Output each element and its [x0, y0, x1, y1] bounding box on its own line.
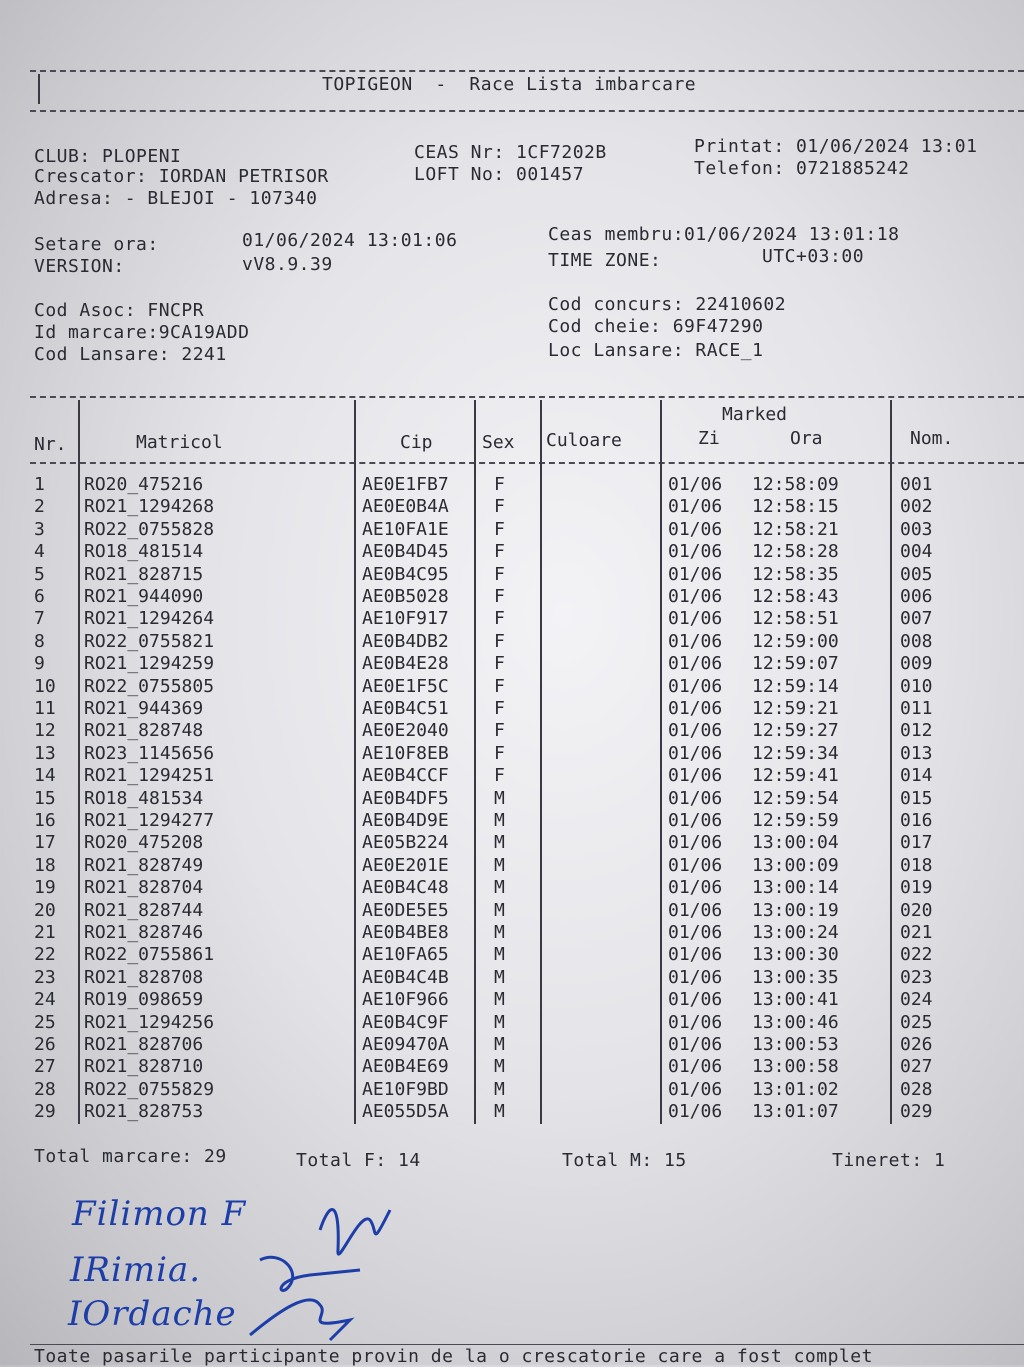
cell-cip: AE0B5028 — [362, 586, 449, 607]
cell-matricol: RO21_1294256 — [84, 1011, 215, 1033]
cell-matricol: RO21_828744 — [84, 899, 204, 921]
col-header-cip: Cip — [400, 432, 433, 453]
table-row — [0, 496, 1024, 518]
col-header-culoare: Culoare — [546, 430, 622, 451]
title-bottom-rule — [30, 110, 1024, 112]
cod-asoc-label: Cod Asoc: FNCPR — [34, 300, 205, 321]
table-top-rule — [30, 396, 1024, 398]
cell-cip: AE0E1FB7 — [362, 474, 449, 495]
cell-matricol: RO23_1145656 — [84, 742, 215, 764]
cell-cip: AE055D5A — [362, 1101, 449, 1123]
cell-nom: 020 — [900, 899, 933, 921]
cell-matricol: RO21_828706 — [84, 1034, 204, 1055]
cell-zi: 01/06 — [668, 630, 723, 652]
cell-nr: 15 — [34, 787, 56, 809]
table-row — [0, 855, 1024, 877]
cell-cip: AE0B4DF5 — [362, 787, 449, 809]
cell-matricol: RO21_1294251 — [84, 765, 215, 787]
table-row — [0, 698, 1024, 720]
cell-nom: 003 — [900, 518, 933, 540]
cell-sex: M — [494, 966, 505, 988]
cod-cheie-label: Cod cheie: 69F47290 — [548, 316, 764, 337]
cell-sex: M — [494, 944, 505, 966]
cell-matricol: RO21_944369 — [84, 698, 204, 719]
cell-cip: AE0DE5E5 — [362, 899, 449, 921]
setare-ora-label: Setare ora: — [34, 234, 159, 255]
table-row — [0, 653, 1024, 675]
cell-matricol: RO21_944090 — [84, 586, 204, 607]
table-row — [0, 1034, 1024, 1056]
cell-ora: 13:00:58 — [752, 1056, 839, 1078]
footer-note: Toate pasarile participante provin de la o crescatorie care a fost complet — [34, 1346, 873, 1367]
cell-sex: F — [494, 563, 505, 585]
cell-cip: AE0E0B4A — [362, 496, 449, 518]
cell-zi: 01/06 — [668, 810, 723, 831]
cell-sex: M — [494, 1101, 505, 1123]
printat-label: Printat: 01/06/2024 13:01 — [694, 136, 978, 157]
cell-cip: AE0E201E — [362, 854, 449, 876]
cell-nr: 8 — [34, 630, 45, 652]
cell-nr: 2 — [34, 496, 45, 518]
table-row — [0, 720, 1024, 742]
cell-nr: 4 — [34, 541, 45, 563]
cell-sex: M — [494, 922, 505, 943]
table-row — [0, 900, 1024, 922]
cell-nr: 21 — [34, 922, 56, 943]
cell-matricol: RO22_0755805 — [84, 675, 215, 697]
cell-ora: 12:58:09 — [752, 474, 839, 495]
cell-cip: AE10F8EB — [362, 742, 449, 764]
setare-ora-value: 01/06/2024 13:01:06 — [242, 230, 458, 251]
cell-zi: 01/06 — [668, 742, 723, 764]
cell-ora: 13:00:04 — [752, 832, 839, 854]
cell-nr: 14 — [34, 765, 56, 787]
cell-ora: 13:01:07 — [752, 1101, 839, 1123]
cell-nom: 010 — [900, 675, 933, 697]
version-label: VERSION: — [34, 256, 125, 277]
cell-cip: AE0B4D9E — [362, 810, 449, 831]
tineret: Tineret: 1 — [832, 1150, 946, 1171]
cell-nom: 026 — [900, 1034, 933, 1055]
cell-cip: AE0B4DB2 — [362, 630, 449, 652]
cell-matricol: RO18_481514 — [84, 541, 204, 563]
cell-nom: 017 — [900, 832, 933, 854]
col-header-sex: Sex — [482, 432, 515, 453]
col-header-matricol: Matricol — [136, 432, 223, 453]
ceas-nr-label: CEAS Nr: 1CF7202B — [414, 142, 607, 163]
cell-ora: 12:59:54 — [752, 787, 839, 809]
cell-sex: F — [494, 742, 505, 764]
cell-cip: AE0B4CCF — [362, 765, 449, 787]
cell-zi: 01/06 — [668, 720, 723, 742]
cell-matricol: RO20_475208 — [84, 832, 204, 854]
cell-nr: 24 — [34, 989, 56, 1011]
cell-zi: 01/06 — [668, 653, 723, 675]
cell-nom: 013 — [900, 742, 933, 764]
cell-nom: 009 — [900, 653, 933, 675]
cell-zi: 01/06 — [668, 877, 723, 899]
table-row — [0, 1101, 1024, 1123]
cell-cip: AE09470A — [362, 1034, 449, 1055]
cell-sex: F — [494, 765, 505, 787]
total-m: Total M: 15 — [562, 1150, 687, 1171]
cell-ora: 12:58:51 — [752, 608, 839, 630]
cell-ora: 12:59:07 — [752, 653, 839, 675]
loft-no-label: LOFT No: 001457 — [414, 164, 585, 185]
signature-scribbles — [220, 1190, 620, 1360]
cell-matricol: RO21_828708 — [84, 966, 204, 988]
cell-ora: 13:00:46 — [752, 1011, 839, 1033]
cell-matricol: RO21_828704 — [84, 877, 204, 899]
cell-nom: 019 — [900, 877, 933, 899]
cell-cip: AE0B4C51 — [362, 698, 449, 719]
cell-nom: 016 — [900, 810, 933, 831]
cell-nom: 001 — [900, 474, 933, 495]
cell-nom: 002 — [900, 496, 933, 518]
cell-matricol: RO21_828746 — [84, 922, 204, 943]
time-zone-label: TIME ZONE: — [548, 250, 662, 271]
cell-ora: 13:00:53 — [752, 1034, 839, 1055]
cell-cip: AE0B4C4B — [362, 966, 449, 988]
cell-ora: 12:58:35 — [752, 563, 839, 585]
cell-zi: 01/06 — [668, 563, 723, 585]
title-top-rule — [30, 70, 1024, 72]
cell-sex: F — [494, 720, 505, 742]
cell-sex: F — [494, 541, 505, 563]
table-row — [0, 519, 1024, 541]
version-value: vV8.9.39 — [242, 254, 333, 275]
cell-ora: 12:59:59 — [752, 810, 839, 831]
club-label: CLUB: PLOPENI — [34, 146, 182, 167]
table-row — [0, 765, 1024, 787]
table-row — [0, 944, 1024, 966]
cell-cip: AE0B4BE8 — [362, 922, 449, 943]
cell-sex: F — [494, 630, 505, 652]
cell-sex: F — [494, 586, 505, 607]
cell-cip: AE05B224 — [362, 832, 449, 854]
cell-nr: 9 — [34, 653, 45, 675]
col-header-nom: Nom. — [910, 428, 954, 449]
cell-zi: 01/06 — [668, 496, 723, 518]
cell-ora: 13:01:02 — [752, 1078, 839, 1100]
cell-matricol: RO21_828715 — [84, 563, 204, 585]
cell-zi: 01/06 — [668, 854, 723, 876]
cell-nr: 27 — [34, 1056, 56, 1078]
cell-ora: 12:58:43 — [752, 586, 839, 607]
cell-nr: 29 — [34, 1101, 56, 1123]
cell-ora: 13:00:19 — [752, 899, 839, 921]
total-f: Total F: 14 — [296, 1150, 421, 1171]
col-header-nr: Nr. — [34, 434, 67, 455]
cell-matricol: RO21_1294268 — [84, 496, 215, 518]
cell-matricol: RO21_828753 — [84, 1101, 204, 1123]
cell-zi: 01/06 — [668, 518, 723, 540]
cell-matricol: RO21_1294264 — [84, 608, 215, 630]
cell-matricol: RO21_828749 — [84, 854, 204, 876]
cell-nr: 16 — [34, 810, 56, 831]
cell-ora: 12:59:34 — [752, 742, 839, 764]
cell-nom: 029 — [900, 1101, 933, 1123]
cell-cip: AE0B4C95 — [362, 563, 449, 585]
cell-nr: 12 — [34, 720, 56, 742]
table-row — [0, 810, 1024, 832]
cell-ora: 12:59:14 — [752, 675, 839, 697]
cell-sex: M — [494, 1034, 505, 1055]
cell-zi: 01/06 — [668, 832, 723, 854]
table-row — [0, 832, 1024, 854]
cell-cip: AE0B4E28 — [362, 653, 449, 675]
table-row — [0, 631, 1024, 653]
cell-zi: 01/06 — [668, 966, 723, 988]
cell-ora: 12:59:21 — [752, 698, 839, 719]
cell-nom: 018 — [900, 854, 933, 876]
cell-nom: 008 — [900, 630, 933, 652]
cell-ora: 13:00:09 — [752, 854, 839, 876]
cell-matricol: RO20_475216 — [84, 474, 204, 495]
cell-nom: 006 — [900, 586, 933, 607]
cell-nom: 024 — [900, 989, 933, 1011]
cell-cip: AE10F966 — [362, 989, 449, 1011]
table-row — [0, 564, 1024, 586]
table-row — [0, 1056, 1024, 1078]
cell-nr: 6 — [34, 586, 45, 607]
table-row — [0, 474, 1024, 496]
table-row — [0, 877, 1024, 899]
cell-ora: 13:00:14 — [752, 877, 839, 899]
cell-nr: 28 — [34, 1078, 56, 1100]
page-title: TOPIGEON - Race Lista imbarcare — [322, 74, 697, 95]
signature-name-2: IRimia. — [70, 1250, 202, 1290]
cell-sex: M — [494, 832, 505, 854]
cell-sex: M — [494, 810, 505, 831]
cell-sex: M — [494, 1056, 505, 1078]
total-marcare: Total marcare: 29 — [34, 1146, 227, 1167]
cell-ora: 12:59:00 — [752, 630, 839, 652]
cell-ora: 13:00:35 — [752, 966, 839, 988]
cell-zi: 01/06 — [668, 586, 723, 607]
cell-cip: AE0E1F5C — [362, 675, 449, 697]
col-header-ora: Ora — [790, 428, 823, 449]
cell-ora: 12:58:28 — [752, 541, 839, 563]
table-row — [0, 586, 1024, 608]
table-row — [0, 788, 1024, 810]
cell-ora: 13:00:24 — [752, 922, 839, 943]
cell-matricol: RO21_1294259 — [84, 653, 215, 675]
cell-sex: F — [494, 698, 505, 719]
cell-matricol: RO22_0755828 — [84, 518, 215, 540]
cell-zi: 01/06 — [668, 944, 723, 966]
cell-sex: M — [494, 877, 505, 899]
cell-sex: M — [494, 1078, 505, 1100]
cell-nom: 012 — [900, 720, 933, 742]
col-header-marked: Marked — [722, 404, 788, 425]
loc-lansare-label: Loc Lansare: RACE_1 — [548, 340, 764, 361]
cell-nr: 20 — [34, 899, 56, 921]
cell-sex: F — [494, 518, 505, 540]
table-row — [0, 989, 1024, 1011]
table-row — [0, 1079, 1024, 1101]
cell-zi: 01/06 — [668, 899, 723, 921]
cell-nr: 11 — [34, 698, 56, 719]
cell-nr: 1 — [34, 474, 45, 495]
cell-sex: F — [494, 496, 505, 518]
cell-zi: 01/06 — [668, 474, 723, 495]
cell-ora: 12:59:41 — [752, 765, 839, 787]
cod-lansare-label: Cod Lansare: 2241 — [34, 344, 227, 365]
table-row — [0, 676, 1024, 698]
cell-matricol: RO19_098659 — [84, 989, 204, 1011]
cell-cip: AE10F917 — [362, 608, 449, 630]
cell-cip: AE10FA65 — [362, 944, 449, 966]
cell-nr: 10 — [34, 675, 56, 697]
cell-nom: 007 — [900, 608, 933, 630]
cell-sex: F — [494, 608, 505, 630]
cell-nom: 028 — [900, 1078, 933, 1100]
cell-nr: 13 — [34, 742, 56, 764]
signature-name-1: Filimon F — [72, 1194, 247, 1234]
cell-matricol: RO22_0755861 — [84, 944, 215, 966]
crescator-label: Crescator: IORDAN PETRISOR — [34, 166, 329, 187]
table-header-rule — [30, 462, 1024, 464]
cell-nr: 25 — [34, 1011, 56, 1033]
cell-sex: F — [494, 474, 505, 495]
cell-matricol: RO18_481534 — [84, 787, 204, 809]
cell-sex: F — [494, 675, 505, 697]
cell-nr: 3 — [34, 518, 45, 540]
cell-ora: 12:58:15 — [752, 496, 839, 518]
cell-nom: 011 — [900, 698, 933, 719]
cell-sex: F — [494, 653, 505, 675]
cell-zi: 01/06 — [668, 698, 723, 719]
cell-nr: 22 — [34, 944, 56, 966]
cell-ora: 12:59:27 — [752, 720, 839, 742]
cod-concurs-label: Cod concurs: 22410602 — [548, 294, 787, 315]
cell-nr: 17 — [34, 832, 56, 854]
cell-nom: 025 — [900, 1011, 933, 1033]
cell-cip: AE0B4C48 — [362, 877, 449, 899]
cell-matricol: RO21_1294277 — [84, 810, 215, 831]
table-row — [0, 1012, 1024, 1034]
cell-cip: AE0B4C9F — [362, 1011, 449, 1033]
cell-zi: 01/06 — [668, 675, 723, 697]
cell-zi: 01/06 — [668, 787, 723, 809]
table-row — [0, 922, 1024, 944]
cell-zi: 01/06 — [668, 1078, 723, 1100]
cell-ora: 13:00:41 — [752, 989, 839, 1011]
cell-zi: 01/06 — [668, 1011, 723, 1033]
cell-ora: 13:00:30 — [752, 944, 839, 966]
cell-zi: 01/06 — [668, 1056, 723, 1078]
cell-matricol: RO22_0755821 — [84, 630, 215, 652]
cell-nom: 014 — [900, 765, 933, 787]
cell-cip: AE10FA1E — [362, 518, 449, 540]
cell-nom: 027 — [900, 1056, 933, 1078]
cell-nr: 5 — [34, 563, 45, 585]
cell-matricol: RO21_828748 — [84, 720, 204, 742]
cell-nom: 022 — [900, 944, 933, 966]
cell-nr: 7 — [34, 608, 45, 630]
cell-zi: 01/06 — [668, 608, 723, 630]
cell-sex: M — [494, 1011, 505, 1033]
cell-matricol: RO21_828710 — [84, 1056, 204, 1078]
cell-zi: 01/06 — [668, 922, 723, 943]
cell-nom: 015 — [900, 787, 933, 809]
cell-nom: 021 — [900, 922, 933, 943]
cell-zi: 01/06 — [668, 765, 723, 787]
cell-cip: AE10F9BD — [362, 1078, 449, 1100]
cell-cip: AE0E2040 — [362, 720, 449, 742]
cell-sex: M — [494, 989, 505, 1011]
id-marcare-label: Id marcare:9CA19ADD — [34, 322, 250, 343]
cell-zi: 01/06 — [668, 541, 723, 563]
signature-name-3: IOrdache — [68, 1294, 237, 1334]
cell-nr: 18 — [34, 854, 56, 876]
cell-zi: 01/06 — [668, 1034, 723, 1055]
table-row — [0, 967, 1024, 989]
cell-cip: AE0B4E69 — [362, 1056, 449, 1078]
cell-matricol: RO22_0755829 — [84, 1078, 215, 1100]
cell-cip: AE0B4D45 — [362, 541, 449, 563]
cell-nr: 26 — [34, 1034, 56, 1055]
cell-sex: M — [494, 854, 505, 876]
cell-ora: 12:58:21 — [752, 518, 839, 540]
table-row — [0, 743, 1024, 765]
cell-nom: 004 — [900, 541, 933, 563]
cell-nom: 023 — [900, 966, 933, 988]
cell-sex: M — [494, 899, 505, 921]
cell-zi: 01/06 — [668, 989, 723, 1011]
footer-rule — [30, 1344, 1024, 1345]
table-row — [0, 608, 1024, 630]
telefon-label: Telefon: 0721885242 — [694, 158, 910, 179]
cell-nom: 005 — [900, 563, 933, 585]
adresa-label: Adresa: - BLEJOI - 107340 — [34, 188, 318, 209]
title-left-bar — [38, 74, 40, 104]
ceas-membru-label: Ceas membru:01/06/2024 13:01:18 — [548, 224, 900, 245]
cell-nr: 23 — [34, 966, 56, 988]
cell-nr: 19 — [34, 877, 56, 899]
table-row — [0, 541, 1024, 563]
cell-zi: 01/06 — [668, 1101, 723, 1123]
time-zone-value: UTC+03:00 — [762, 246, 865, 267]
col-header-zi: Zi — [698, 428, 720, 449]
cell-sex: M — [494, 787, 505, 809]
